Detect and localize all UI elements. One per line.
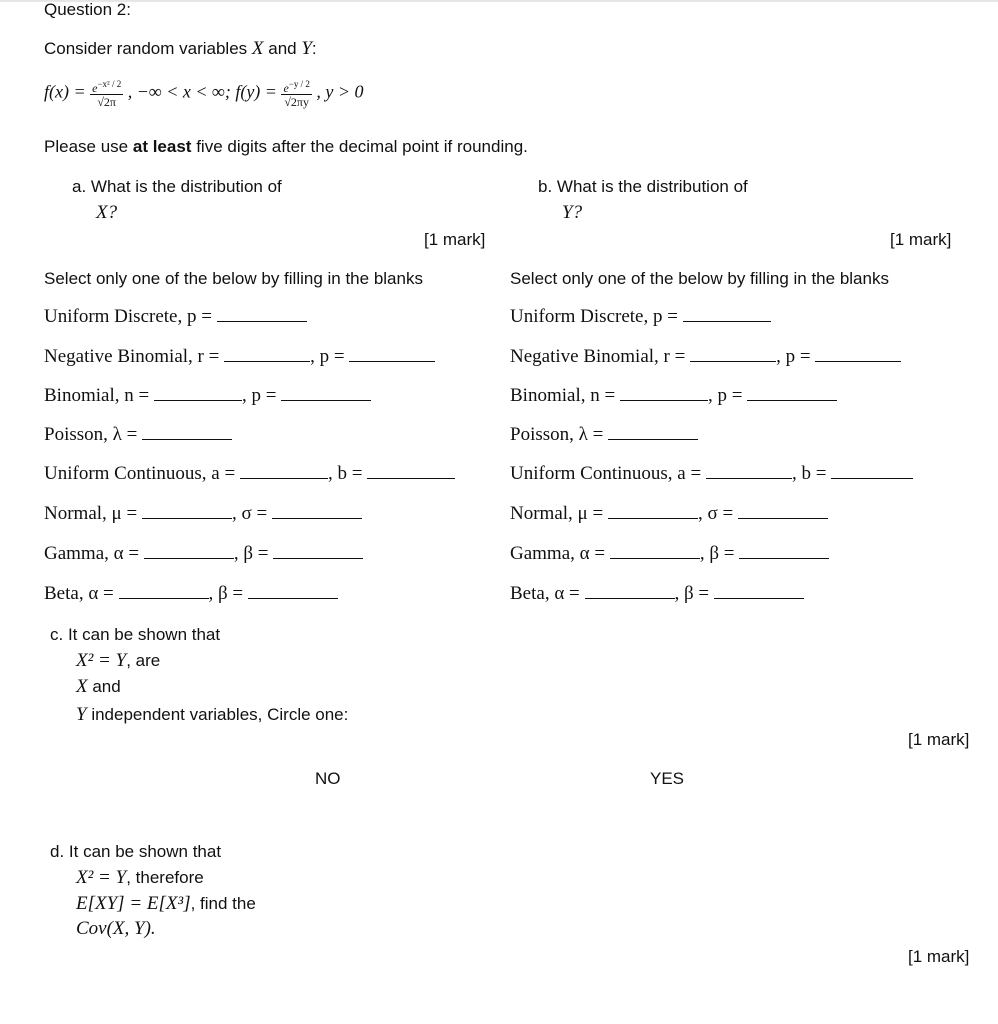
part-c-eq-suffix: , are [126,651,161,670]
a-binomial-p-label: , p = [241,385,277,406]
b-binomial-p-label: , p = [707,385,743,406]
a-gamma-beta-blank[interactable] [273,544,363,559]
intro-var-y: Y [301,38,312,59]
rounding-bold: at least [132,137,192,156]
b-normal-row [510,503,828,525]
part-b-mark: [1 mark] [890,230,952,249]
a-poisson-row [44,424,232,446]
intro-colon: : [311,39,317,58]
pdf-formula [44,78,364,109]
b-beta-beta-blank[interactable] [714,584,804,599]
fy-num-exponent: −y / 2 [288,79,310,89]
fx-fraction [90,78,123,109]
part-d-expectation: E[XY] = E[X³] [76,893,191,914]
rounding-prefix: Please use [44,137,129,156]
b-beta-beta-label: , β = [674,583,710,604]
a-beta-beta-blank[interactable] [248,584,338,599]
b-uniform-cont-row [510,463,913,485]
a-neg-binom-r-blank[interactable] [224,347,310,362]
part-d-cov: Cov(X, Y). [76,918,156,939]
a-gamma-alpha-blank[interactable] [144,544,234,559]
b-normal-sigma-blank[interactable] [738,504,828,519]
fy-denominator: √2πy [284,95,309,109]
part-c-and: and [92,677,121,696]
intro-and: and [268,39,297,58]
b-binomial-row [510,385,837,407]
a-beta-beta-label: , β = [208,583,244,604]
intro-text: Consider random variables [44,39,248,58]
a-normal-sigma-blank[interactable] [272,504,362,519]
b-normal-sigma-label: , σ = [697,503,734,524]
a-binomial-n-label: Binomial, n = [44,385,150,406]
b-uniform-cont-b-label: , b = [791,463,827,484]
part-b-var: Y? [562,202,583,223]
b-neg-binom-p-blank[interactable] [815,347,901,362]
intro-var-x: X [251,38,264,59]
a-uniform-discrete-p-blank[interactable] [217,307,307,322]
part-b-select-instruction: Select only one of the below by filling in the blanks [510,269,889,288]
fx-numerator [90,78,123,95]
b-beta-alpha-label: Beta, α = [510,583,580,604]
a-uniform-cont-a-label: Uniform Continuous, a = [44,463,236,484]
b-neg-binom-p-label: , p = [776,346,811,367]
part-c-var-y: Y [76,704,87,725]
a-uniform-cont-b-blank[interactable] [367,464,455,479]
b-normal-mu-blank[interactable] [608,504,698,519]
a-gamma-alpha-label: Gamma, α = [44,543,140,564]
fy-numerator [281,78,311,95]
part-c-choice-no[interactable]: NO [315,769,341,788]
part-c-line4 [76,704,348,726]
a-beta-alpha-blank[interactable] [119,584,209,599]
part-a-mark: [1 mark] [424,230,486,249]
part-d-line2 [76,867,204,889]
a-normal-mu-blank[interactable] [142,504,232,519]
part-c-equation: X² = Y [76,650,127,671]
part-c-line3 [76,676,121,698]
part-a-var: X? [96,202,118,223]
b-gamma-alpha-label: Gamma, α = [510,543,606,564]
b-binomial-n-label: Binomial, n = [510,385,616,406]
part-d-eq-suffix: , therefore [126,868,204,887]
part-c-independent-text: independent variables, Circle one: [91,705,349,724]
a-poisson-lambda-blank[interactable] [142,425,232,440]
part-c-mark: [1 mark] [908,730,970,749]
b-poisson-lambda-blank[interactable] [608,425,698,440]
b-uniform-discrete-p-blank[interactable] [683,307,771,322]
b-neg-binom-r-blank[interactable] [690,347,776,362]
a-binomial-p-blank[interactable] [281,386,371,401]
top-divider [0,0,998,2]
a-normal-row [44,503,362,525]
fx-num-base: e [92,81,98,95]
a-uniform-discrete-label: Uniform Discrete, p = [44,306,212,327]
part-d-label: d. It can be shown that [50,842,222,861]
part-c-var-x: X [76,676,88,697]
b-binomial-p-blank[interactable] [747,386,837,401]
part-a-label: a. What is the distribution of [72,177,282,196]
a-poisson-label: Poisson, λ = [44,424,138,445]
b-poisson-row [510,424,698,446]
rounding-instruction [44,137,528,157]
a-uniform-discrete-row [44,306,307,328]
a-neg-binom-r-label: Negative Binomial, r = [44,346,220,367]
part-d-expect-suffix: , find the [190,894,256,913]
part-d-mark: [1 mark] [908,947,970,966]
b-uniform-discrete-row [510,306,771,328]
part-d-line3 [76,893,256,915]
question-title: Question 2: [44,0,131,19]
fx-label: f(x) = [44,81,86,102]
part-c-choice-yes[interactable]: YES [650,769,685,788]
b-normal-mu-label: Normal, μ = [510,503,604,524]
b-gamma-beta-blank[interactable] [739,544,829,559]
b-gamma-row [510,543,829,565]
part-c-line2 [76,650,160,672]
a-normal-mu-label: Normal, μ = [44,503,138,524]
a-beta-row [44,583,338,605]
a-neg-binom-p-blank[interactable] [349,347,435,362]
a-uniform-cont-b-label: , b = [327,463,363,484]
part-a-select-instruction: Select only one of the below by filling in the blanks [44,269,423,288]
a-binomial-n-blank[interactable] [154,386,242,401]
fy-domain: , y > 0 [316,81,364,102]
a-beta-alpha-label: Beta, α = [44,583,114,604]
a-gamma-beta-label: , β = [233,543,269,564]
part-c-label: c. It can be shown that [50,625,221,644]
a-uniform-cont-row [44,463,455,485]
b-binomial-n-blank[interactable] [620,386,708,401]
fx-domain: , −∞ < x < ∞; f(y) = [127,81,277,102]
part-b-label: b. What is the distribution of [538,177,748,196]
b-beta-alpha-blank[interactable] [585,584,675,599]
b-uniform-cont-a-label: Uniform Continuous, a = [510,463,702,484]
b-neg-binom-r-label: Negative Binomial, r = [510,346,686,367]
part-d-equation: X² = Y [76,867,127,888]
b-uniform-discrete-label: Uniform Discrete, p = [510,306,678,327]
b-gamma-beta-label: , β = [699,543,735,564]
fx-num-exponent: −x² / 2 [97,79,122,89]
b-uniform-cont-a-blank[interactable] [706,464,792,479]
a-binomial-row [44,385,371,407]
b-uniform-cont-b-blank[interactable] [831,464,913,479]
fy-fraction [281,78,311,109]
intro-line [44,38,317,60]
fx-denominator: √2π [97,95,116,109]
fy-num-base: e [283,81,289,95]
a-gamma-row [44,543,363,565]
a-neg-binom-row [44,346,435,368]
a-uniform-cont-a-blank[interactable] [240,464,328,479]
a-normal-sigma-label: , σ = [231,503,268,524]
b-gamma-alpha-blank[interactable] [610,544,700,559]
rounding-suffix: five digits after the decimal point if rounding. [196,137,528,156]
b-poisson-label: Poisson, λ = [510,424,604,445]
a-neg-binom-p-label: , p = [310,346,345,367]
b-beta-row [510,583,804,605]
b-neg-binom-row [510,346,901,368]
